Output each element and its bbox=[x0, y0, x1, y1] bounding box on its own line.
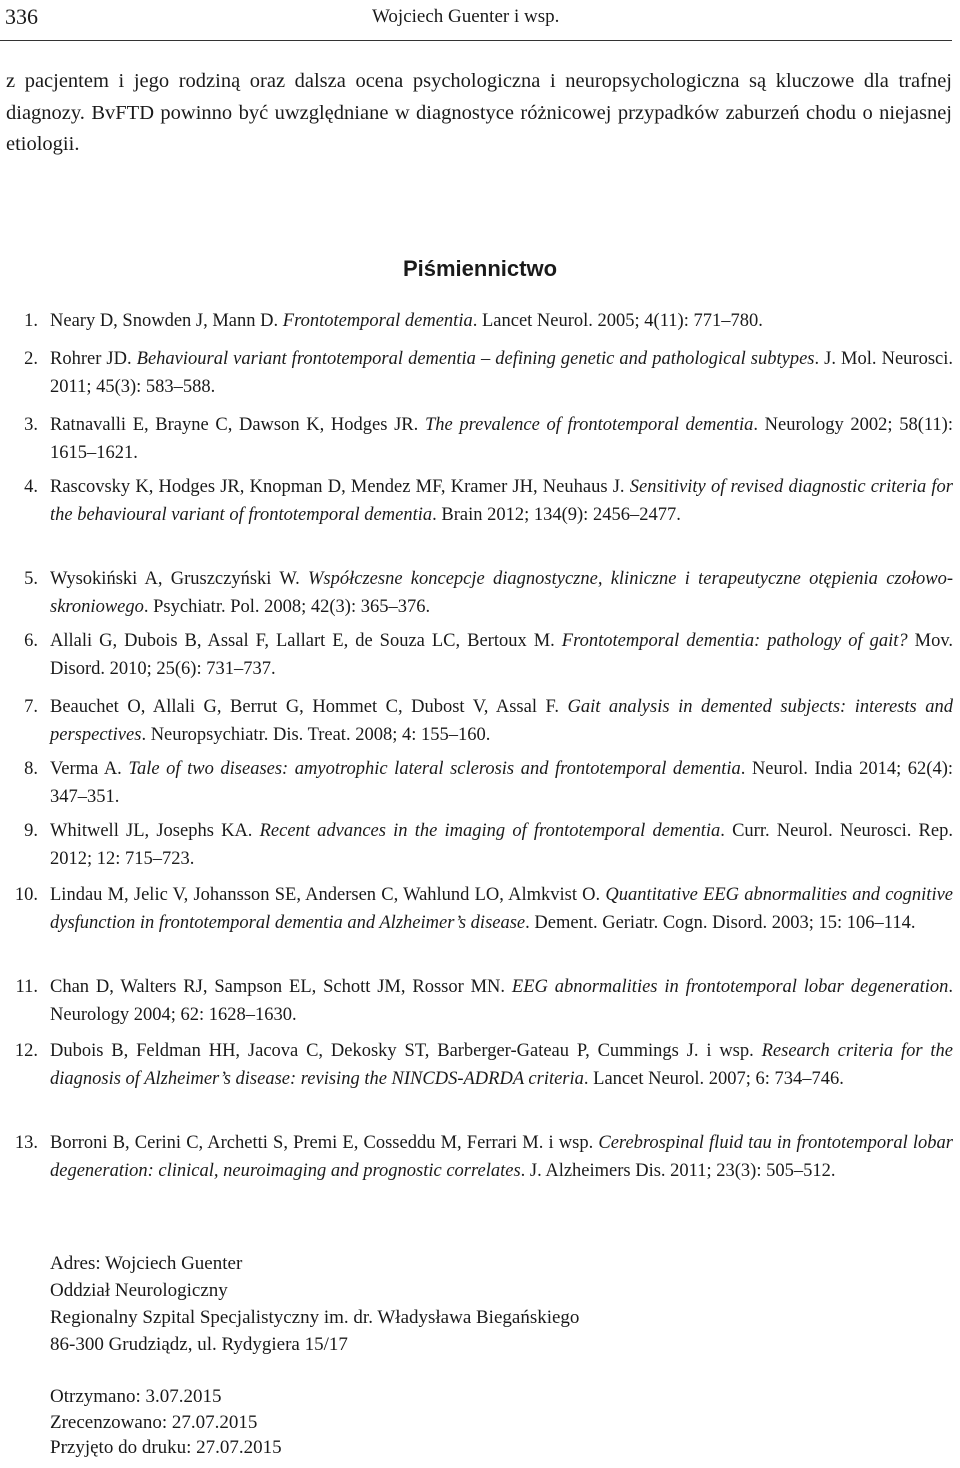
reference-text bbox=[50, 882, 953, 937]
reference-text bbox=[50, 1038, 953, 1093]
reference-source: . J. Alzheimers Dis. 2011; 23(3): 505–512. bbox=[520, 1160, 836, 1181]
reference-authors: Verma A. bbox=[50, 759, 129, 779]
reference-source: . Neurol. India 2014; 62(4): 347–351. bbox=[50, 759, 953, 807]
reference-source: . Brain 2012; 134(9): 2456–2477. bbox=[432, 504, 681, 525]
reference-text bbox=[50, 346, 953, 401]
reference-title: Cerebrospinal fluid tau in frontotemporal lobar degeneration: clinical, neuroimaging and prognostic correlates bbox=[50, 1133, 953, 1181]
reference-number: 10. bbox=[14, 885, 38, 905]
reference-title: Frontotemporal dementia: pathology of gait? bbox=[561, 631, 908, 651]
reference-authors: Beauchet O, Allali G, Berrut G, Hommet C, Dubost V, Assal F. bbox=[50, 697, 568, 717]
reference-text bbox=[50, 694, 953, 749]
reference-source: . Psychiatr. Pol. 2008; 42(3): 365–376. bbox=[143, 596, 431, 617]
page-number: 336 bbox=[5, 4, 38, 29]
reference-text bbox=[50, 412, 953, 467]
reference-title: Research criteria for the diagnosis of Alzheimer’s disease: revising the NINCDS-ADRDA criteria bbox=[50, 1041, 953, 1089]
reference-title: Recent advances in the imaging of frontotemporal dementia bbox=[259, 821, 721, 841]
address-line: Adres: Wojciech Guenter bbox=[50, 1253, 243, 1274]
reference-number: 3. bbox=[24, 415, 38, 435]
reference-number: 11. bbox=[15, 977, 38, 997]
address-line: Oddział Neurologiczny bbox=[50, 1280, 228, 1301]
reference-source: . Curr. Neurol. Neurosci. Rep. 2012; 12: 715–723. bbox=[50, 821, 953, 869]
reference-authors: Borroni B, Cerini C, Archetti S, Premi E, Cosseddu M, Ferrari M. i wsp. bbox=[50, 1133, 599, 1153]
reference-text bbox=[50, 474, 953, 529]
accepted-date: Przyjęto do druku: 27.07.2015 bbox=[50, 1437, 282, 1458]
reference-authors: Rohrer JD. bbox=[50, 349, 137, 369]
reference-title: Tale of two diseases: amyotrophic lateral sclerosis and frontotemporal dementia bbox=[128, 759, 741, 779]
reference-number: 4. bbox=[24, 477, 38, 497]
reference-source: . Dement. Geriatr. Cogn. Disord. 2003; 15: 106–114. bbox=[525, 912, 916, 933]
reference-title: Frontotemporal dementia bbox=[282, 311, 473, 331]
reference-number: 9. bbox=[24, 821, 38, 841]
reference-title: Sensitivity of revised diagnostic criteria for the behavioural variant of frontotemporal dementia bbox=[50, 477, 953, 525]
reference-source: . Neuropsychiatr. Dis. Treat. 2008; 4: 155–160. bbox=[141, 724, 491, 745]
reference-source: . Neurology 2004; 62: 1628–1630. bbox=[50, 977, 953, 1025]
reference-title: EEG abnormalities in frontotemporal lobar degeneration bbox=[511, 977, 949, 997]
reference-text bbox=[50, 756, 953, 811]
reference-text bbox=[50, 1130, 953, 1185]
page-header bbox=[0, 0, 960, 44]
address-line: Regionalny Szpital Specjalistyczny im. dr. Władysława Biegańskiego bbox=[50, 1307, 580, 1328]
reference-authors: Dubois B, Feldman HH, Jacova C, Dekosky ST, Barberger-Gateau P, Cummings J. i wsp. bbox=[50, 1041, 762, 1061]
reference-text bbox=[50, 974, 953, 1029]
reference-authors: Wysokiński A, Gruszczyński W. bbox=[50, 569, 309, 589]
address-line: 86-300 Grudziądz, ul. Rydygiera 15/17 bbox=[50, 1334, 348, 1355]
reference-source: . J. Mol. Neurosci. 2011; 45(3): 583–588. bbox=[50, 349, 953, 397]
header-rule bbox=[0, 40, 952, 41]
reference-text bbox=[50, 308, 953, 336]
reference-authors: Rascovsky K, Hodges JR, Knopman D, Mendez MF, Kramer JH, Neuhaus J. bbox=[50, 477, 630, 497]
reference-number: 12. bbox=[14, 1041, 38, 1061]
reference-text bbox=[50, 566, 953, 621]
reference-source: . Lancet Neurol. 2007; 6: 734–746. bbox=[583, 1068, 844, 1089]
reference-authors: Allali G, Dubois B, Assal F, Lallart E, de Souza LC, Bertoux M. bbox=[50, 631, 562, 651]
reference-title: Współczesne koncepcje diagnostyczne, kliniczne i terapeutyczne otępienia czołowo-skroniowego bbox=[50, 569, 953, 617]
reference-source: . Neurology 2002; 58(11): 1615–1621. bbox=[50, 415, 953, 463]
reference-source: Mov. Disord. 2010; 25(6): 731–737. bbox=[50, 631, 954, 679]
section-heading-references: Piśmiennictwo bbox=[402, 256, 558, 281]
reference-source: . Lancet Neurol. 2005; 4(11): 771–780. bbox=[472, 311, 763, 331]
reference-authors: Whitwell JL, Josephs KA. bbox=[50, 821, 260, 841]
received-date: Otrzymano: 3.07.2015 bbox=[50, 1386, 222, 1407]
article-dates bbox=[50, 1384, 282, 1461]
reference-title: Gait analysis in demented subjects: interests and perspectives bbox=[50, 697, 953, 745]
reference-authors: Chan D, Walters RJ, Sampson EL, Schott JM, Rossor MN. bbox=[50, 977, 512, 997]
reference-number: 13. bbox=[14, 1133, 38, 1153]
correspondence-address bbox=[50, 1250, 579, 1358]
reference-number: 8. bbox=[24, 759, 38, 779]
intro-paragraph: z pacjentem i jego rodziną oraz dalsza ocena psychologiczna i neuropsychologiczna są kluczowe dla trafnej diagnozy. BvFTD powinno być uwzględniane w diagnostyce różnicowej przypadków zaburzeń chodu o niejasnej etiologii. bbox=[6, 70, 952, 155]
reference-text bbox=[50, 818, 953, 873]
reference-title: Quantitative EEG abnormalities and cognitive dysfunction in frontotemporal dementia and Alzheimer’s disease bbox=[50, 885, 954, 933]
reference-number: 7. bbox=[24, 697, 38, 717]
reference-authors: Lindau M, Jelic V, Johansson SE, Andersen C, Wahlund LO, Almkvist O. bbox=[50, 885, 606, 905]
reference-number: 5. bbox=[24, 569, 38, 589]
reference-text bbox=[50, 628, 953, 683]
reference-title: Behavioural variant frontotemporal dementia – defining genetic and pathological subtypes bbox=[136, 349, 815, 369]
reference-number: 6. bbox=[24, 631, 38, 651]
running-head: Wojciech Guenter i wsp. bbox=[372, 6, 560, 27]
reference-title: The prevalence of frontotemporal dementia bbox=[424, 415, 754, 435]
reviewed-date: Zrecenzowano: 27.07.2015 bbox=[50, 1411, 258, 1433]
reference-authors: Neary D, Snowden J, Mann D. bbox=[50, 311, 283, 331]
reference-number: 1. bbox=[24, 311, 38, 331]
reference-authors: Ratnavalli E, Brayne C, Dawson K, Hodges JR. bbox=[50, 415, 425, 435]
reference-number: 2. bbox=[24, 349, 38, 369]
